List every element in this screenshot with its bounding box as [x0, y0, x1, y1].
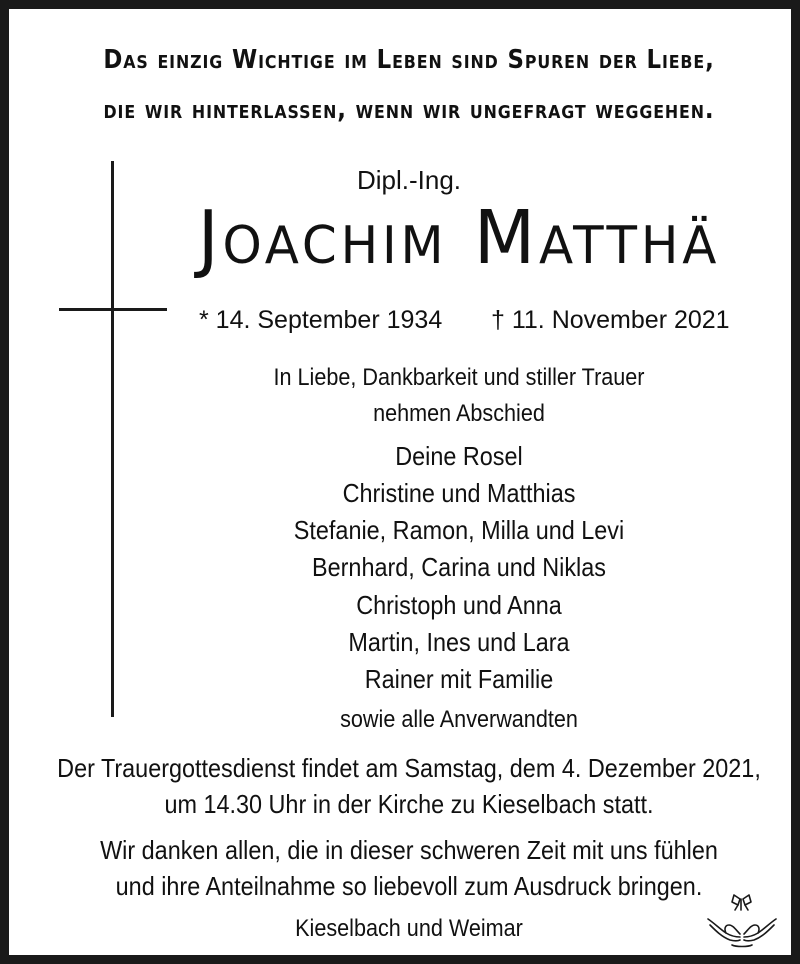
- place-line: Kieselbach und Weimar: [295, 915, 523, 942]
- mourner-item: Stefanie, Ramon, Milla und Levi: [293, 515, 625, 545]
- academic-title: Dipl.-Ing.: [356, 165, 462, 195]
- service-line-2: um 14.30 Uhr in der Kirche zu Kieselbach statt.: [164, 789, 654, 819]
- intro-line-1: In Liebe, Dankbarkeit und stiller Trauer: [273, 364, 645, 391]
- motto-line-2: die wir hinterlassen, wenn wir ungefragt weggehen.: [103, 95, 715, 125]
- mourner-item: Deine Rosel: [395, 441, 523, 471]
- mourner-item: Christoph und Anna: [356, 590, 562, 620]
- hands-butterfly-icon: [702, 893, 782, 951]
- deceased-name: Joachim Matthä: [197, 195, 721, 281]
- relatives-line: sowie alle Anverwandten: [340, 706, 578, 733]
- thanks-line-2: und ihre Anteilnahme so liebevoll zum Ausdruck bringen.: [115, 871, 703, 901]
- thanks-line-1: Wir danken allen, die in dieser schweren Zeit mit uns fühlen: [100, 835, 718, 865]
- mourner-item: Christine und Matthias: [342, 478, 576, 508]
- mourner-item: Martin, Ines und Lara: [348, 627, 570, 657]
- mourner-item: Rainer mit Familie: [364, 664, 554, 694]
- service-line-1: Der Trauergottesdienst findet am Samstag, dem 4. Dezember 2021,: [57, 753, 761, 783]
- motto-line-1: Das einzig Wichtige im Leben sind Spuren der Liebe,: [103, 45, 715, 75]
- cross-icon-bar: [59, 308, 167, 311]
- birth-date: * 14. September 1934: [199, 306, 443, 334]
- mourner-item: Bernhard, Carina und Niklas: [312, 552, 606, 582]
- death-date: † 11. November 2021: [491, 306, 730, 334]
- intro-line-2: nehmen Abschied: [373, 400, 545, 427]
